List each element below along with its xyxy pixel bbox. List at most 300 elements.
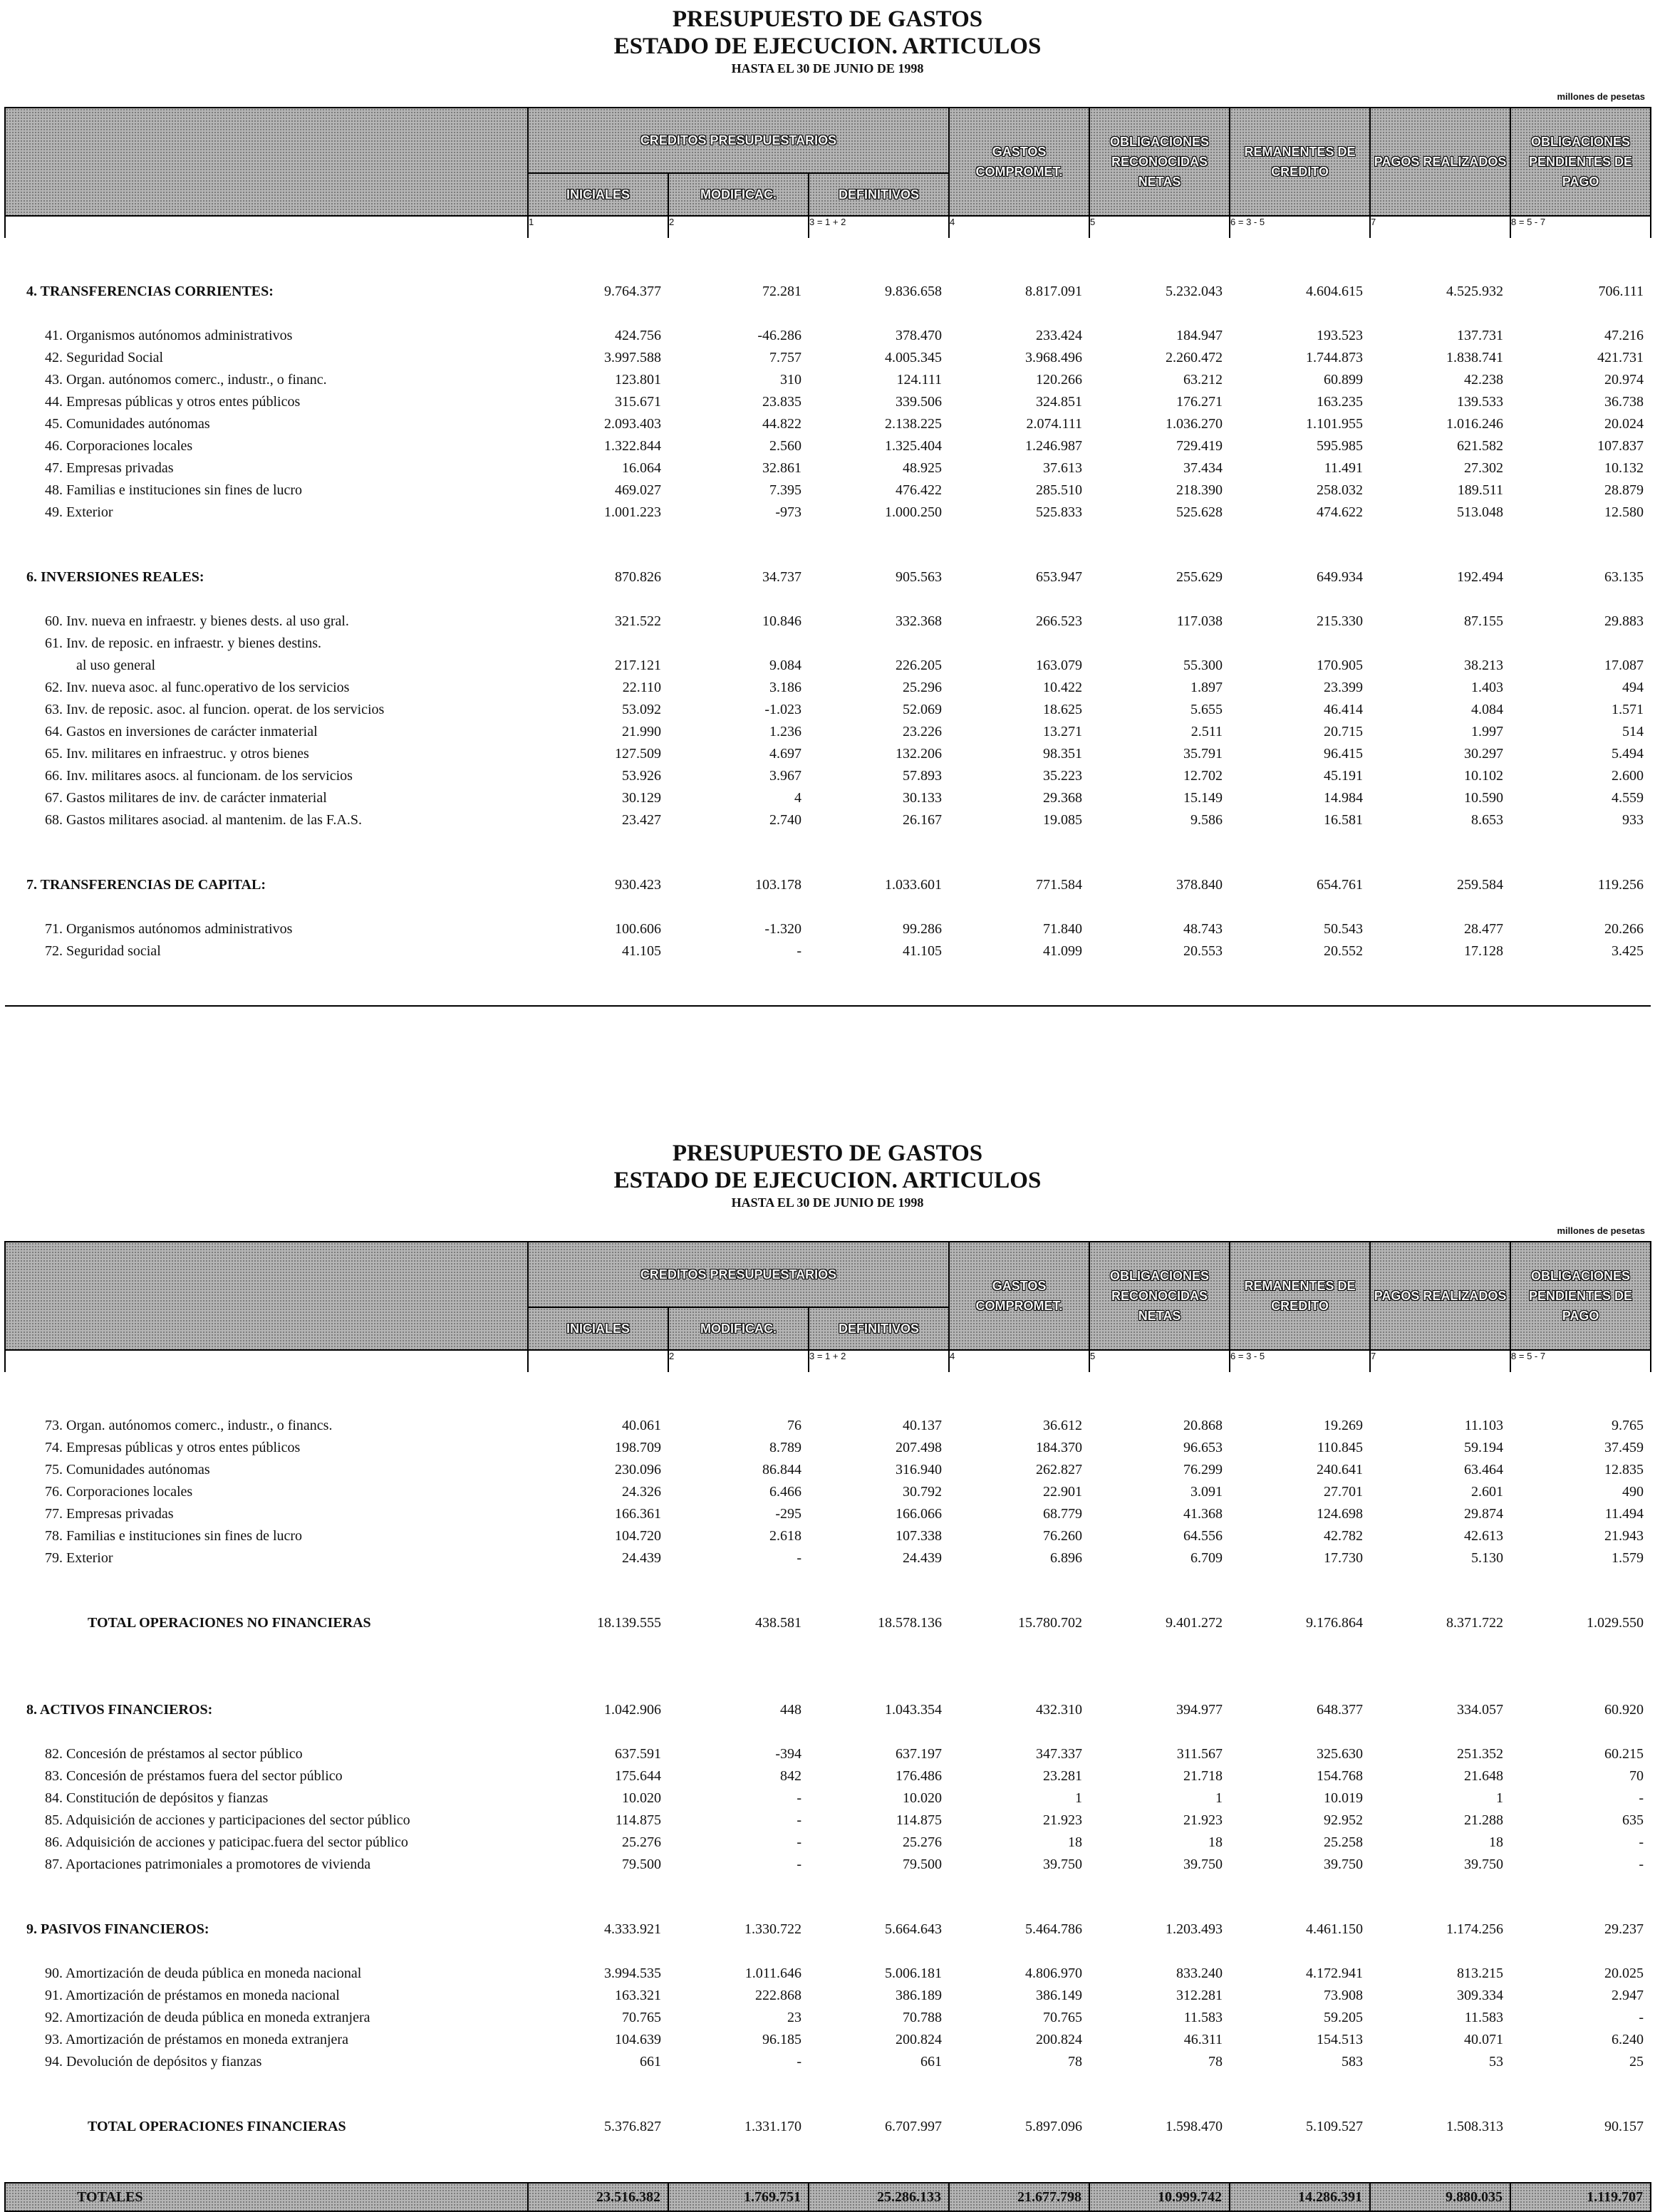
row-value: 5.655 (1190, 702, 1223, 717)
row-label: 75. Comunidades autónomas (45, 1462, 210, 1478)
row-value: 200.824 (1036, 2032, 1083, 2047)
row-value: 25.276 (903, 1834, 943, 1850)
row-value: 20.552 (1324, 943, 1364, 959)
row-label: 44. Empresas públicas y otros entes públicos (45, 394, 301, 410)
row-value: 9.765 (1612, 1418, 1644, 1433)
row-value: 20.715 (1324, 724, 1364, 739)
row-value: 215.330 (1317, 613, 1364, 629)
row-value: 595.985 (1317, 438, 1364, 454)
row-value: 46.414 (1324, 702, 1364, 717)
table-row (5, 479, 1651, 502)
row-value: 637.197 (896, 1746, 943, 1762)
page2-date-line: HASTA EL 30 DE JUNIO DE 1998 (731, 1195, 924, 1210)
header-iniciales: INICIALES (528, 1307, 668, 1350)
row-value: 18.578.136 (878, 1615, 943, 1631)
table-row (5, 1832, 1651, 1854)
row-value: 37.434 (1183, 460, 1223, 476)
row-label: 72. Seguridad social (45, 943, 161, 959)
row-value: - (1639, 2010, 1644, 2025)
page2-title: PRESUPUESTO DE GASTOS (672, 1141, 983, 1166)
row-value: 3.997.588 (604, 350, 661, 365)
row-value: 100.606 (615, 921, 661, 937)
row-value: 1.011.646 (745, 1966, 801, 1981)
page2-title-block (0, 1140, 1655, 1211)
row-value: 1.033.601 (885, 877, 943, 893)
row-value: 192.494 (1457, 569, 1504, 585)
row-label: 8. ACTIVOS FINANCIEROS: (26, 1702, 213, 1718)
row-value: 53.926 (622, 768, 661, 784)
row-value: 132.206 (896, 746, 943, 762)
row-label: 45. Comunidades autónomas (45, 416, 210, 432)
row-value: 9.401.272 (1166, 1615, 1223, 1631)
row-value: 309.334 (1457, 1988, 1504, 2003)
row-label: 49. Exterior (45, 504, 113, 520)
row-value: 68.779 (1043, 1506, 1083, 1522)
row-value: 124.111 (896, 372, 943, 388)
row-value: 2.093.403 (604, 416, 661, 432)
row-value: 59.205 (1324, 2010, 1364, 2025)
row-value: - (797, 1550, 801, 1566)
row-value: 107.837 (1597, 438, 1644, 454)
row-value: 48.743 (1183, 921, 1223, 937)
column-number-blank (5, 1350, 528, 1372)
row-label: 82. Concesión de préstamos al sector público (45, 1746, 303, 1762)
header-gastos: GASTOS COMPROMET. (949, 1242, 1089, 1350)
row-value: 259.584 (1457, 877, 1504, 893)
row-value: 6.240 (1612, 2032, 1644, 2047)
row-value: 24.326 (622, 1484, 661, 1500)
table-row (5, 2051, 1651, 2073)
row-value: 63.212 (1183, 372, 1223, 388)
row-value: 86.844 (762, 1462, 801, 1478)
row-value: 57.893 (903, 768, 943, 784)
column-number: 3 = 1 + 2 (809, 216, 949, 238)
row-value: 10.020 (622, 1790, 661, 1806)
row-value (1370, 633, 1510, 655)
row-value (1230, 633, 1370, 655)
row-label: 84. Constitución de depósitos y fianzas (45, 1790, 269, 1806)
row-value: 18 (1208, 1834, 1223, 1850)
row-value: 175.644 (615, 1768, 661, 1784)
header-creditos: CREDITOS PRESUPUESTARIOS (528, 1242, 949, 1307)
header-obligaciones: OBLIGACIONES RECONOCIDAS NETAS (1089, 1242, 1230, 1350)
row-value: 60.920 (1604, 1702, 1644, 1718)
row-value: 324.851 (1036, 394, 1083, 410)
row-value: 55.300 (1183, 658, 1223, 673)
row-value: 99.286 (903, 921, 943, 937)
row-value: 163.321 (615, 1988, 661, 2003)
row-value: 813.215 (1457, 1966, 1504, 1981)
table-row (5, 787, 1651, 809)
row-value: 30.792 (903, 1484, 943, 1500)
grand-total-value: 1.119.707 (1510, 2183, 1651, 2211)
column-number: 3 = 1 + 2 (809, 1350, 949, 1372)
row-value: 28.477 (1464, 921, 1504, 937)
row-value: 70 (1629, 1768, 1644, 1784)
page1-subtitle: ESTADO DE EJECUCION. ARTICULOS (613, 33, 1042, 59)
table-row (5, 347, 1651, 369)
row-value: 332.368 (896, 613, 943, 629)
row-value: 78 (1208, 2054, 1223, 2070)
header-iniciales: INICIALES (528, 173, 668, 216)
row-value: 4 (794, 790, 801, 806)
row-value (528, 633, 668, 655)
row-value: 2.260.472 (1166, 350, 1223, 365)
row-value: 1.598.470 (1166, 2119, 1223, 2134)
table-row (5, 1743, 1651, 1765)
table-row (5, 1547, 1651, 1569)
row-value: 9.084 (769, 658, 801, 673)
row-value: 2.947 (1612, 1988, 1644, 2003)
row-value: 189.511 (1457, 482, 1504, 498)
row-value: 9.836.658 (885, 284, 943, 299)
row-value: 48.925 (903, 460, 943, 476)
grand-total-value: 21.677.798 (949, 2183, 1089, 2211)
row-value: -1.320 (764, 921, 801, 937)
row-value: 40.137 (903, 1418, 943, 1433)
row-value: 11.103 (1464, 1418, 1504, 1433)
table-row (5, 677, 1651, 699)
row-value: 41.368 (1183, 1506, 1223, 1522)
row-label: 76. Corporaciones locales (45, 1484, 193, 1500)
row-value: 421.731 (1597, 350, 1644, 365)
row-label: 7. TRANSFERENCIAS DE CAPITAL: (26, 877, 266, 893)
row-value: 30.297 (1464, 746, 1504, 762)
row-value: 3.994.535 (604, 1966, 661, 1981)
row-value: 1.101.955 (1306, 416, 1364, 432)
row-value: 513.048 (1457, 504, 1504, 520)
row-value: 4.333.921 (604, 1921, 661, 1937)
row-value: 1.236 (769, 724, 801, 739)
row-value: 4.559 (1612, 790, 1644, 806)
row-value: 119.256 (1597, 877, 1644, 893)
row-value: 661 (920, 2054, 943, 2070)
row-value: 17.087 (1604, 658, 1644, 673)
row-label: 79. Exterior (45, 1550, 113, 1566)
row-value: 92.952 (1324, 1812, 1364, 1828)
row-value: 4.172.941 (1306, 1966, 1364, 1981)
row-value: 1.029.550 (1587, 1615, 1644, 1631)
row-label: 92. Amortización de deuda pública en moneda extranjera (45, 2010, 370, 2025)
row-value: 18.625 (1043, 702, 1083, 717)
table-row (5, 2007, 1651, 2029)
row-value: 42.238 (1464, 372, 1504, 388)
row-value: 1 (1215, 1790, 1223, 1806)
row-value: -1.023 (764, 702, 801, 717)
row-value: 1.508.313 (1446, 2119, 1504, 2134)
row-value: 60.899 (1324, 372, 1364, 388)
column-number: 6 = 3 - 5 (1230, 1350, 1370, 1372)
table-row (5, 435, 1651, 457)
row-value: 10.422 (1043, 680, 1083, 695)
row-value: 514 (1622, 724, 1644, 739)
row-value: 25.276 (622, 1834, 661, 1850)
grand-total-value: 14.286.391 (1230, 2183, 1370, 2211)
column-number: 5 (1089, 1350, 1230, 1372)
row-value: 1.042.906 (604, 1702, 661, 1718)
row-value: 8.653 (1471, 812, 1504, 828)
row-value: 117.038 (1176, 613, 1223, 629)
row-label: 61. Inv. de reposic. en infraestr. y bienes destins. (45, 635, 322, 651)
row-value: 7.395 (769, 482, 801, 498)
row-value (1089, 633, 1230, 655)
table-row (5, 721, 1651, 743)
row-value: 2.740 (769, 812, 801, 828)
row-value: 4.604.615 (1306, 284, 1364, 299)
row-label: 65. Inv. militares en infraestruc. y otros bienes (45, 746, 309, 762)
row-value: 339.506 (896, 394, 943, 410)
row-value: 347.337 (1036, 1746, 1083, 1762)
row-value: 20.025 (1604, 1966, 1644, 1981)
column-number: 7 (1370, 216, 1510, 238)
row-value: 9.586 (1190, 812, 1223, 828)
row-value: 3.968.496 (1025, 350, 1083, 365)
row-value: 21.648 (1464, 1768, 1504, 1784)
section-row (5, 1699, 1651, 1721)
row-value: 285.510 (1036, 482, 1083, 498)
section-row (5, 566, 1651, 588)
row-value: 5.109.527 (1306, 2119, 1364, 2134)
row-value: 621.582 (1457, 438, 1504, 454)
table-row (5, 1809, 1651, 1832)
row-value: 18 (1068, 1834, 1083, 1850)
grand-total-value: 23.516.382 (528, 2183, 668, 2211)
row-value: 25.258 (1324, 1834, 1364, 1850)
row-value: 4.461.150 (1306, 1921, 1364, 1937)
row-value: 3.425 (1612, 943, 1644, 959)
row-value: 78 (1068, 2054, 1083, 2070)
table-row (5, 1963, 1651, 1985)
row-value: 79.500 (903, 1857, 943, 1872)
row-value: 64.556 (1183, 1528, 1223, 1544)
row-value: 154.513 (1317, 2032, 1364, 2047)
row-value: 50.543 (1324, 921, 1364, 937)
page1-title: PRESUPUESTO DE GASTOS (672, 6, 983, 32)
row-value: 1.246.987 (1025, 438, 1083, 454)
row-value: 27.302 (1464, 460, 1504, 476)
column-number: 4 (949, 216, 1089, 238)
row-value: 107.338 (896, 1528, 943, 1544)
column-number: 6 = 3 - 5 (1230, 216, 1370, 238)
row-value: 98.351 (1043, 746, 1083, 762)
row-label: 78. Familias e instituciones sin fines de lucro (45, 1528, 303, 1544)
row-value (809, 633, 949, 655)
page1-title-block (0, 6, 1655, 77)
table-row (5, 940, 1651, 962)
row-value: 21.288 (1464, 1812, 1504, 1828)
row-value: 394.977 (1176, 1702, 1223, 1718)
row-value: 648.377 (1317, 1702, 1364, 1718)
row-label: 62. Inv. nueva asoc. al func.operativo de los servicios (45, 680, 350, 695)
row-value: 10.020 (903, 1790, 943, 1806)
row-value: 316.940 (896, 1462, 943, 1478)
column-number-row (5, 1350, 1651, 1372)
row-value: 1.036.270 (1166, 416, 1223, 432)
row-value: 71.840 (1043, 921, 1083, 937)
row-value: 1.997 (1471, 724, 1504, 739)
row-value: 386.189 (896, 1988, 943, 2003)
row-value: 19.085 (1043, 812, 1083, 828)
table-row (5, 743, 1651, 765)
row-value: 23.226 (903, 724, 943, 739)
header-blank-cell (5, 1242, 528, 1350)
row-value: 29.368 (1043, 790, 1083, 806)
row-value: 170.905 (1317, 658, 1364, 673)
row-label: 94. Devolución de depósitos y fianzas (45, 2054, 262, 2070)
row-value: 29.883 (1604, 613, 1644, 629)
table-row (5, 1854, 1651, 1876)
row-label: 63. Inv. de reposic. asoc. al funcion. operat. de los servicios (45, 702, 385, 717)
row-value: 3.091 (1190, 1484, 1223, 1500)
row-value: 26.167 (903, 812, 943, 828)
row-value: 240.641 (1317, 1462, 1364, 1478)
table-1-body (5, 238, 1651, 1006)
row-value: 1.897 (1190, 680, 1223, 695)
row-label: 68. Gastos militares asociad. al mantenim. de las F.A.S. (45, 812, 362, 828)
table-row (5, 1415, 1651, 1437)
row-value: 40.071 (1464, 2032, 1504, 2047)
row-value: 23.427 (622, 812, 661, 828)
row-value: 233.424 (1036, 328, 1083, 343)
row-value: 63.135 (1604, 569, 1644, 585)
row-value: 32.861 (762, 460, 801, 476)
row-value: 11.494 (1604, 1506, 1644, 1522)
row-value: 635 (1622, 1812, 1644, 1828)
row-value: 137.731 (1457, 328, 1504, 343)
row-value: 653.947 (1036, 569, 1083, 585)
row-value: 166.361 (615, 1506, 661, 1522)
row-value: 933 (1622, 812, 1644, 828)
row-value: 87.155 (1464, 613, 1504, 629)
row-value: 1 (1496, 1790, 1504, 1806)
row-label: 46. Corporaciones locales (45, 438, 193, 454)
row-value: 424.756 (615, 328, 661, 343)
row-value: 124.698 (1317, 1506, 1364, 1522)
budget-table-2 (4, 1241, 1651, 2212)
row-value: 3.967 (769, 768, 801, 784)
row-value: 25.296 (903, 680, 943, 695)
row-value: 123.801 (615, 372, 661, 388)
column-number-blank (5, 216, 528, 238)
row-value: 1.174.256 (1446, 1921, 1504, 1937)
row-value: 104.639 (615, 2032, 661, 2047)
row-value: 8.817.091 (1025, 284, 1083, 299)
row-value: 24.439 (903, 1550, 943, 1566)
header-pendientes: OBLIGACIONES PENDIENTES DE PAGO (1510, 108, 1651, 216)
row-label: 9. PASIVOS FINANCIEROS: (26, 1921, 209, 1937)
row-value: 1.043.354 (885, 1702, 943, 1718)
row-label: 43. Organ. autónomos comerc., industr., o financ. (45, 372, 327, 388)
grand-total-value: 25.286.133 (809, 2183, 949, 2211)
row-value: 2.138.225 (885, 416, 943, 432)
row-value: 10.102 (1464, 768, 1504, 784)
row-value (949, 633, 1089, 655)
table-row (5, 2029, 1651, 2051)
row-value: 41.105 (622, 943, 661, 959)
row-value: 21.943 (1604, 1528, 1644, 1544)
row-value: 15.780.702 (1018, 1615, 1083, 1631)
row-value: 90.157 (1604, 2119, 1644, 2134)
row-value: 76.260 (1043, 1528, 1083, 1544)
row-value (1510, 633, 1651, 655)
section-row (5, 874, 1651, 896)
row-value: 4.697 (769, 746, 801, 762)
row-value: 255.629 (1176, 569, 1223, 585)
row-value: 432.310 (1036, 1702, 1083, 1718)
row-value: 5.376.827 (604, 2119, 661, 2134)
row-value: 637.591 (615, 1746, 661, 1762)
row-value: 2.560 (769, 438, 801, 454)
row-value: 14.984 (1324, 790, 1364, 806)
row-value: 198.709 (615, 1440, 661, 1455)
row-value: 23.281 (1043, 1768, 1083, 1784)
row-value: 22.110 (622, 680, 661, 695)
total-row (5, 1612, 1651, 1634)
row-value: 193.523 (1317, 328, 1364, 343)
grand-total-value: 1.769.751 (668, 2183, 809, 2211)
row-value: 12.835 (1604, 1462, 1644, 1478)
row-label: 6. INVERSIONES REALES: (26, 569, 204, 585)
row-value: 40.061 (622, 1418, 661, 1433)
table-row (5, 369, 1651, 391)
row-value: 5.130 (1471, 1550, 1504, 1566)
row-value: 583 (1342, 2054, 1364, 2070)
row-value: 70.765 (1043, 2010, 1083, 2025)
row-value: 104.720 (615, 1528, 661, 1544)
header-modificac: MODIFICAC. (668, 1307, 809, 1350)
row-value: 120.266 (1036, 372, 1083, 388)
row-value: 72.281 (762, 284, 801, 299)
table-row (5, 1787, 1651, 1809)
row-value: 11.491 (1324, 460, 1364, 476)
row-label: 60. Inv. nueva en infraestr. y bienes dests. al uso gral. (45, 613, 349, 629)
table-row (5, 325, 1651, 347)
row-value: 218.390 (1176, 482, 1223, 498)
row-value: 1.571 (1612, 702, 1644, 717)
table-2-body (5, 1372, 1651, 2211)
row-value: 29.874 (1464, 1506, 1504, 1522)
grand-total-value: 9.880.035 (1370, 2183, 1510, 2211)
row-value: 11.583 (1183, 2010, 1223, 2025)
row-value: 2.601 (1471, 1484, 1504, 1500)
row-value: 30.129 (622, 790, 661, 806)
row-value: 70.765 (622, 2010, 661, 2025)
row-value: 1.325.404 (885, 438, 943, 454)
grand-total-label: TOTALES (5, 2183, 528, 2211)
column-number: 5 (1089, 216, 1230, 238)
row-value: 230.096 (615, 1462, 661, 1478)
row-value: 7.757 (769, 350, 801, 365)
grand-total-value: 10.999.742 (1089, 2183, 1230, 2211)
row-value: 52.069 (903, 702, 943, 717)
row-value: 20.553 (1183, 943, 1223, 959)
row-value: 1.331.170 (745, 2119, 801, 2134)
row-label: 83. Concesión de préstamos fuera del sector público (45, 1768, 343, 1784)
row-value: 771.584 (1036, 877, 1083, 893)
row-value: 35.791 (1183, 746, 1223, 762)
row-value: 19.269 (1324, 1418, 1364, 1433)
row-value: 39.750 (1183, 1857, 1223, 1872)
row-value: 114.875 (615, 1812, 661, 1828)
row-value: 222.868 (755, 1988, 801, 2003)
row-value: 18 (1489, 1834, 1504, 1850)
table-row (5, 611, 1651, 633)
row-value: 22.901 (1043, 1484, 1083, 1500)
table-row (5, 1481, 1651, 1503)
row-value: 661 (640, 2054, 661, 2070)
row-value (668, 633, 809, 655)
row-value: 6.896 (1050, 1550, 1083, 1566)
